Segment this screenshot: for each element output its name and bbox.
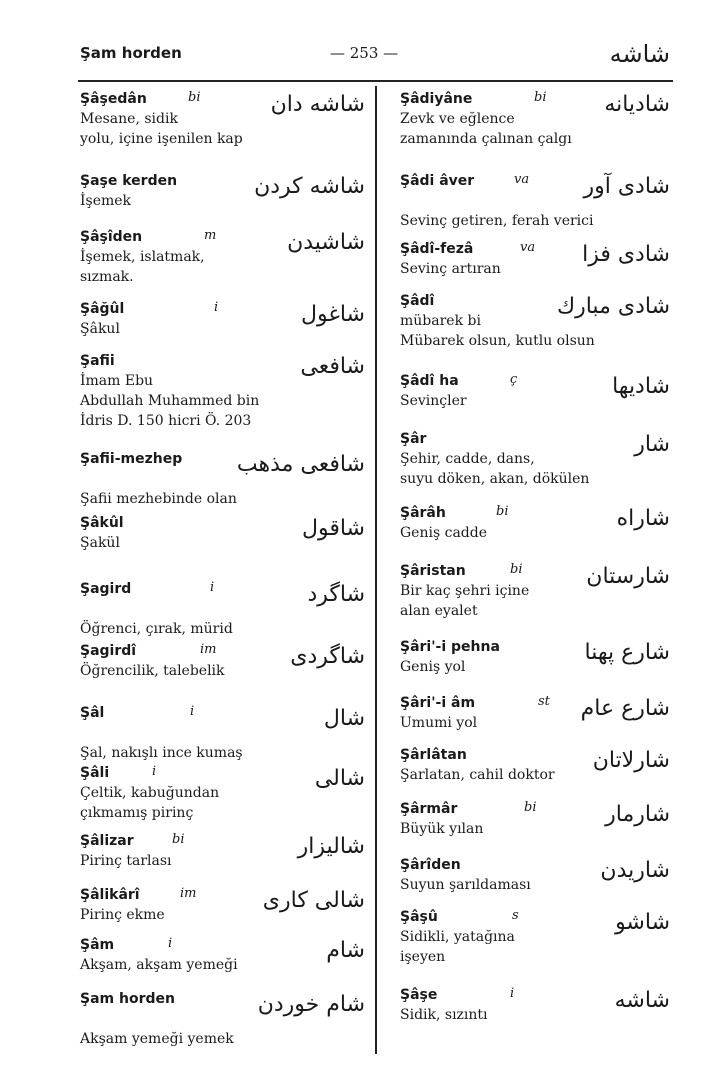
dictionary-entry — [400, 798, 670, 848]
dictionary-entry — [400, 854, 670, 900]
entry-definition-line: Şafii mezhebinde olan — [80, 491, 237, 507]
entry-definition-line: Sidik, sızıntı — [400, 1007, 488, 1023]
entry-arabic-script: شادی فزا — [582, 242, 670, 267]
entry-headword: Şâristan — [400, 563, 466, 579]
entry-headword: Şârlâtan — [400, 747, 467, 763]
dictionary-entry — [400, 238, 670, 284]
entry-abbreviation: i — [168, 936, 173, 951]
entry-headword: Şafii-mezhep — [80, 451, 183, 467]
entry-headword: Şafii — [80, 353, 115, 369]
entry-abbreviation: st — [538, 694, 550, 709]
entry-arabic-script: شارع عام — [580, 696, 670, 721]
dictionary-entry — [80, 226, 365, 292]
dictionary-entry — [80, 350, 365, 440]
dictionary-entry — [400, 370, 670, 420]
entry-definition-line: Sevinç artıran — [400, 261, 501, 277]
dictionary-entry — [400, 170, 670, 234]
dictionary-entry — [400, 88, 670, 154]
entry-abbreviation: va — [520, 240, 536, 255]
entry-definition-line: Sevinçler — [400, 393, 467, 409]
dictionary-entry — [80, 88, 365, 160]
entry-abbreviation: bi — [188, 90, 201, 105]
entry-definition-line: Akşam, akşam yemeği — [80, 957, 238, 973]
entry-definition-line: Suyun şarıldaması — [400, 877, 531, 893]
entry-headword: Şâkûl — [80, 515, 124, 531]
dictionary-entry — [80, 298, 365, 344]
entry-definition-line: İdris D. 150 hicri Ö. 203 — [80, 413, 252, 429]
entry-definition-line: Bir kaç şehri içine — [400, 583, 530, 599]
entry-arabic-script: شالیزار — [297, 834, 365, 859]
entry-arabic-script: شاگردی — [290, 644, 365, 669]
entry-headword: Şâğûl — [80, 301, 125, 317]
entry-definition-line: Sevinç getiren, ferah verici — [400, 213, 594, 229]
entry-definition-line: yolu, içine işenilen kap — [80, 131, 243, 147]
entry-arabic-script: شارستان — [586, 564, 670, 589]
entry-arabic-script: شاشه دان — [270, 92, 365, 117]
entry-headword: Şâdi âver — [400, 173, 475, 189]
entry-arabic-script: شاقول — [301, 516, 365, 541]
entry-definition-line: zamanında çalınan çalgı — [400, 131, 572, 147]
entry-headword: Şârîden — [400, 857, 461, 873]
entry-arabic-script: شالی — [314, 766, 365, 791]
entry-headword: Şam horden — [80, 991, 175, 1007]
entry-abbreviation: m — [204, 228, 217, 243]
dictionary-entry — [80, 988, 365, 1048]
entry-headword: Şâri'-i âm — [400, 695, 476, 711]
entry-abbreviation: va — [514, 172, 530, 187]
entry-abbreviation: i — [190, 704, 195, 719]
entry-arabic-script: شاغول — [301, 302, 365, 327]
entry-abbreviation: i — [510, 986, 515, 1001]
header-rule — [78, 80, 673, 82]
entry-headword: Şâr — [400, 431, 427, 447]
entry-definition-line: Pirinç ekme — [80, 907, 165, 923]
entry-definition-line: Akşam yemeği yemek — [80, 1031, 234, 1047]
entry-arabic-script: شادی مبارك — [556, 294, 670, 319]
entry-headword: Şâşedân — [80, 91, 147, 107]
entry-definition-line: Zevk ve eğlence — [400, 111, 515, 127]
entry-abbreviation: bi — [172, 832, 185, 847]
entry-abbreviation: im — [200, 642, 217, 657]
entry-definition-line: Geniş yol — [400, 659, 466, 675]
entry-headword: Şâlizar — [80, 833, 134, 849]
entry-definition-line — [80, 723, 365, 743]
entry-arabic-script: شاشیدن — [287, 230, 365, 255]
entry-headword: Şâm — [80, 937, 115, 953]
entry-arabic-script: شال — [323, 706, 365, 731]
entry-definition-line: suyu döken, akan, dökülen — [400, 471, 590, 487]
entry-arabic-script: شادیانه — [604, 92, 670, 117]
entry-definition-line: alan eyalet — [400, 603, 478, 619]
entry-arabic-script: شادیها — [612, 374, 670, 399]
entry-definition-line: Şakül — [80, 535, 120, 551]
entry-headword: Şâşîden — [80, 229, 143, 245]
column-divider — [375, 86, 377, 1054]
entry-abbreviation: bi — [496, 504, 509, 519]
dictionary-entry — [400, 906, 670, 976]
entry-arabic-script: شاشو — [615, 910, 670, 935]
entry-definition-line: Şal, nakışlı ince kumaş — [80, 745, 243, 761]
entry-headword: Şâl — [80, 705, 105, 721]
entry-definition-line: Sidikli, yatağına — [400, 929, 515, 945]
entry-definition-line: Umumi yol — [400, 715, 478, 731]
entry-arabic-script: شالی کاری — [262, 888, 365, 913]
entry-abbreviation: bi — [534, 90, 547, 105]
entry-definition-line: Şehir, cadde, dans, — [400, 451, 535, 467]
dictionary-entry — [80, 170, 365, 220]
entry-headword: Şâri'-i pehna — [400, 639, 500, 655]
entry-arabic-script: شافعی مذهب — [236, 452, 365, 477]
page-number: — 253 — — [330, 44, 399, 62]
entry-headword: Şârmâr — [400, 801, 458, 817]
dictionary-entry — [80, 640, 365, 692]
entry-headword: Şâli — [80, 765, 110, 781]
entry-headword: Şâdiyâne — [400, 91, 473, 107]
entry-abbreviation: bi — [510, 562, 523, 577]
dictionary-entry — [80, 762, 365, 832]
dictionary-entry — [400, 636, 670, 686]
dictionary-entry — [400, 502, 670, 552]
running-head: Şam horden — [80, 44, 182, 62]
dictionary-entry — [80, 448, 365, 508]
entry-definition-line: çıkmamış pirinç — [80, 805, 194, 821]
running-head-arabic: شاشه — [609, 40, 670, 68]
page-header — [80, 40, 670, 72]
entry-abbreviation: ç — [510, 372, 518, 387]
entry-definition-line: Şâkul — [80, 321, 120, 337]
dictionary-entry — [80, 512, 365, 562]
entry-definition-line: İşemek — [80, 193, 132, 209]
dictionary-entry — [400, 560, 670, 630]
entry-headword: Şâşe — [400, 987, 438, 1003]
dictionary-entry — [400, 692, 670, 738]
entry-definition-line: Geniş cadde — [400, 525, 487, 541]
dictionary-entry — [400, 984, 670, 1030]
entry-arabic-script: شاگرد — [307, 582, 365, 607]
entry-definition-line: işeyen — [400, 949, 446, 965]
entry-arabic-script: شاشه — [614, 988, 670, 1013]
entry-arabic-script: شام — [326, 938, 365, 963]
entry-definition-line: Mübarek olsun, kutlu olsun — [400, 333, 595, 349]
entry-arabic-script: شافعی — [300, 354, 365, 379]
entry-arabic-script: شارمار — [605, 802, 670, 827]
entry-arabic-script: شاشه کردن — [254, 174, 365, 199]
dictionary-entry — [80, 578, 365, 640]
entry-headword: Şagirdî — [80, 643, 137, 659]
entry-abbreviation: i — [214, 300, 219, 315]
entry-definition-line: mübarek bi — [400, 313, 481, 329]
entry-arabic-script: شاراه — [616, 506, 670, 531]
entry-headword: Şâdî ha — [400, 373, 459, 389]
dictionary-entry — [80, 702, 365, 761]
entry-definition-line: Öğrencilik, talebelik — [80, 663, 225, 679]
entry-definition-line: İmam Ebu — [80, 373, 154, 389]
entry-abbreviation: bi — [524, 800, 537, 815]
entry-headword: Şâdî — [400, 293, 435, 309]
entry-arabic-script: شارلاتان — [592, 748, 670, 773]
entry-abbreviation: i — [210, 580, 215, 595]
entry-definition-line: Abdullah Muhammed bin — [80, 393, 260, 409]
entry-arabic-script: شارع پهنا — [584, 640, 670, 665]
entry-headword: Şâlikârî — [80, 887, 140, 903]
entry-headword: Şârâh — [400, 505, 446, 521]
entry-definition-line: Pirinç tarlası — [80, 853, 172, 869]
entry-definition-line: Şarlatan, cahil doktor — [400, 767, 555, 783]
dictionary-entry — [80, 830, 365, 880]
entry-definition-line: Büyük yılan — [400, 821, 484, 837]
entry-abbreviation: i — [152, 764, 157, 779]
entry-definition-line: sızmak. — [80, 269, 134, 285]
entry-headword: Şagird — [80, 581, 132, 597]
dictionary-entry — [400, 744, 670, 792]
entry-definition-line: İşemek, islatmak, — [80, 249, 205, 265]
entry-headword: Şâşû — [400, 909, 438, 925]
entry-headword: Şaşe kerden — [80, 173, 178, 189]
dictionary-entry — [80, 884, 365, 928]
entry-abbreviation: im — [180, 886, 197, 901]
entry-definition-line: Öğrenci, çırak, mürid — [80, 621, 233, 637]
entry-arabic-script: شادی آور — [583, 174, 670, 199]
entry-definition-line: Mesane, sidik — [80, 111, 178, 127]
entry-definition-line: Çeltik, kabuğundan — [80, 785, 220, 801]
dictionary-entry — [80, 934, 365, 978]
dictionary-entry — [400, 290, 670, 354]
entry-headword: Şâdî-fezâ — [400, 241, 474, 257]
entry-arabic-script: شاریدن — [600, 858, 670, 883]
entry-abbreviation: s — [512, 908, 519, 923]
dictionary-entry — [400, 428, 670, 496]
entry-arabic-script: شار — [634, 432, 670, 457]
entry-arabic-script: شام خوردن — [257, 992, 365, 1017]
